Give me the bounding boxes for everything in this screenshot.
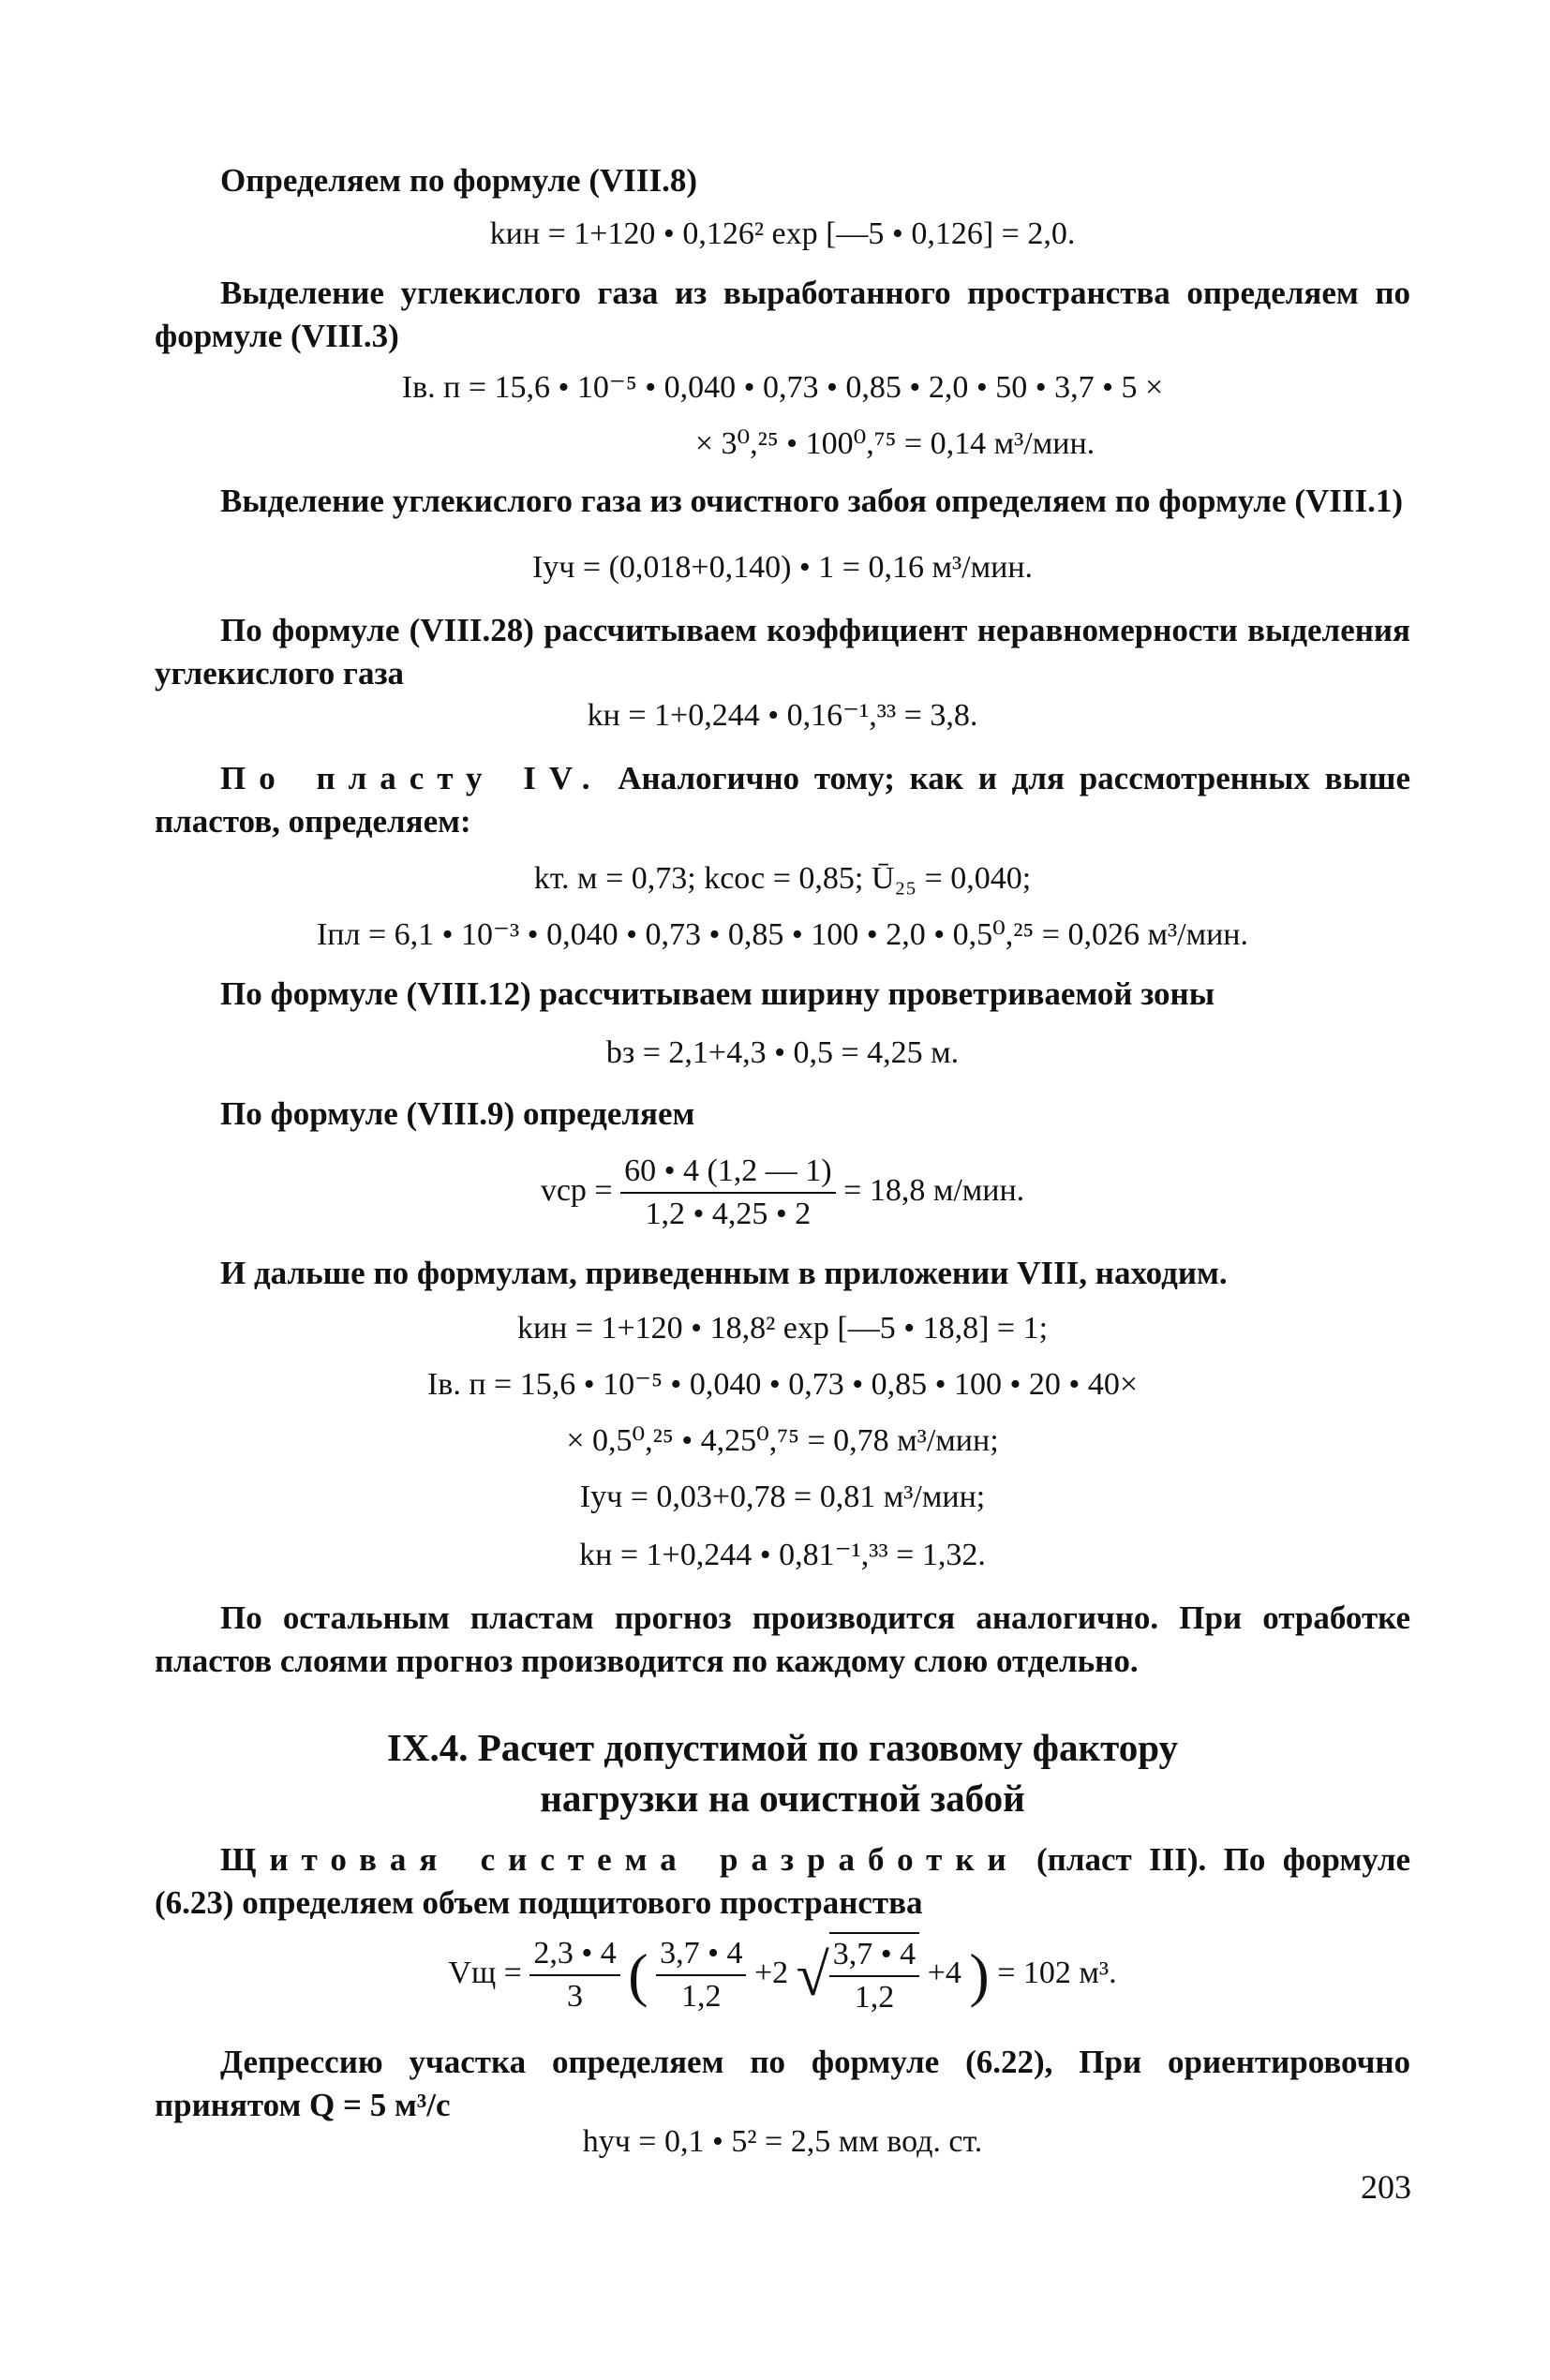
paragraph-co2-face: Выделение углекислого газа из очистного забоя определяем по формуле (VIII.1) (220, 483, 1404, 519)
vsch-den-3: 1,2 (854, 1980, 895, 2015)
vsch-num-3: 3,7 • 4 (829, 1934, 919, 1977)
formula-kin-1: kин = 1+120 • 0,126² exp [—5 • 0,126] = 2,0. (489, 216, 1076, 251)
shield-system-heading: Щитовая система разработки (220, 1841, 1020, 1878)
formula-ivp-1a: Iв. п = 15,6 • 10⁻⁵ • 0,040 • 0,73 • 0,85 • 2,0 • 50 • 3,7 • 5 × (401, 370, 1164, 405)
page-number: 203 (1361, 2168, 1411, 2206)
vsch-left: Vщ = (448, 1955, 522, 1990)
open-paren: ( (628, 1941, 648, 2008)
formula-iuch-1: Iуч = (0,018+0,140) • 1 = 0,16 м³/мин. (531, 550, 1034, 585)
formula-coefficients: kт. м = 0,73; kсос = 0,85; Ū₂₅ = 0,040; (533, 861, 1032, 896)
paragraph-co2-goaf: Выделение углекислого газа из выработанного пространства определяем по формуле (VIII.3) (155, 275, 1410, 354)
vcp-left: vср = (540, 1172, 613, 1208)
vsch-num-1: 2,3 • 4 (529, 1933, 619, 1976)
vsch-den-1: 3 (567, 1979, 584, 2014)
paragraph-nonuniformity: По формуле (VIII.28) рассчитываем коэффициент неравномерности выделения углекислого газа (155, 612, 1410, 692)
section-heading-line1: IX.4. Расчет допустимой по газовому фактору (386, 1726, 1179, 1769)
seam-iv-heading: По пласту IV. (220, 760, 604, 796)
formula-ivp-2a: Iв. п = 15,6 • 10⁻⁵ • 0,040 • 0,73 • 0,85 • 100 • 20 • 40× (426, 1367, 1139, 1402)
paragraph-further: И дальше по формулам, приведенным в приложении VIII, находим. (220, 1255, 1228, 1291)
formula-bz: bз = 2,1+4,3 • 0,5 = 4,25 м. (605, 1035, 960, 1070)
paragraph-depression: Депрессию участка определяем по формуле (6.22), При ориентировочно принятом Q = 5 м³/с (155, 2044, 1410, 2123)
paragraph-seam-iv (155, 757, 1410, 843)
paragraph-formula-ref-1: Определяем по формуле (VIII.8) (220, 162, 698, 199)
close-paren: ) (969, 1941, 990, 2008)
vsch-fraction-2 (656, 1933, 746, 2017)
shield-system-text: (пласт III). По формуле (6.23) определяем объем подщитового пространства (155, 1841, 1410, 1921)
formula-ipl: Iпл = 6,1 • 10⁻³ • 0,040 • 0,73 • 0,85 • 100 • 2,0 • 0,5⁰,²⁵ = 0,026 м³/мин. (316, 917, 1249, 952)
formula-kn-1: kн = 1+0,244 • 0,16⁻¹,³³ = 3,8. (587, 698, 978, 733)
section-heading-line2: нагрузки на очистной забой (540, 1777, 1025, 1820)
formula-huch: hуч = 0,1 • 5² = 2,5 мм вод. ст. (582, 2124, 983, 2159)
vsch-right: = 102 м³. (997, 1955, 1117, 1990)
formula-kin-2: kин = 1+120 • 18,8² exp [—5 • 18,8] = 1; (516, 1311, 1049, 1346)
vsch-den-2: 1,2 (681, 1979, 722, 2014)
sqrt-icon: √ (796, 1941, 829, 2008)
paragraph-zone-width: По формуле (VIII.12) рассчитываем ширину проветриваемой зоны (220, 975, 1215, 1012)
vsch-fraction-3 (829, 1932, 919, 2018)
vsch-mid: +2 (753, 1955, 789, 1990)
formula-ivp-1b: × 3⁰,²⁵ • 100⁰,⁷⁵ = 0,14 м³/мин. (694, 426, 1095, 461)
vcp-denominator: 1,2 • 4,25 • 2 (645, 1197, 812, 1231)
vsch-fraction-1 (529, 1933, 619, 2017)
paragraph-other-seams: По остальным пластам прогноз производится аналогично. При отработке пластов слоями прогноз производится по каждому слою отдельно. (155, 1599, 1410, 1679)
paragraph-shield-system (155, 1838, 1410, 1925)
paragraph-velocity: По формуле (VIII.9) определяем (220, 1095, 695, 1132)
formula-vcp (155, 1151, 1410, 1235)
vcp-fraction (620, 1151, 836, 1235)
formula-kn-2: kн = 1+0,244 • 0,81⁻¹,³³ = 1,32. (579, 1538, 986, 1572)
vcp-right: = 18,8 м/мин. (843, 1172, 1025, 1208)
vcp-numerator: 60 • 4 (1,2 — 1) (620, 1151, 836, 1194)
vsch-num-2: 3,7 • 4 (656, 1933, 746, 1976)
formula-vsch (155, 1932, 1410, 2018)
formula-iuch-2: Iуч = 0,03+0,78 = 0,81 м³/мин; (579, 1480, 986, 1514)
vsch-tail: +4 (927, 1955, 961, 1990)
formula-ivp-2b: × 0,5⁰,²⁵ • 4,25⁰,⁷⁵ = 0,78 м³/мин; (566, 1423, 999, 1458)
seam-iv-text: Аналогично тому; как и для рассмотренных выше пластов, определяем: (155, 760, 1410, 840)
